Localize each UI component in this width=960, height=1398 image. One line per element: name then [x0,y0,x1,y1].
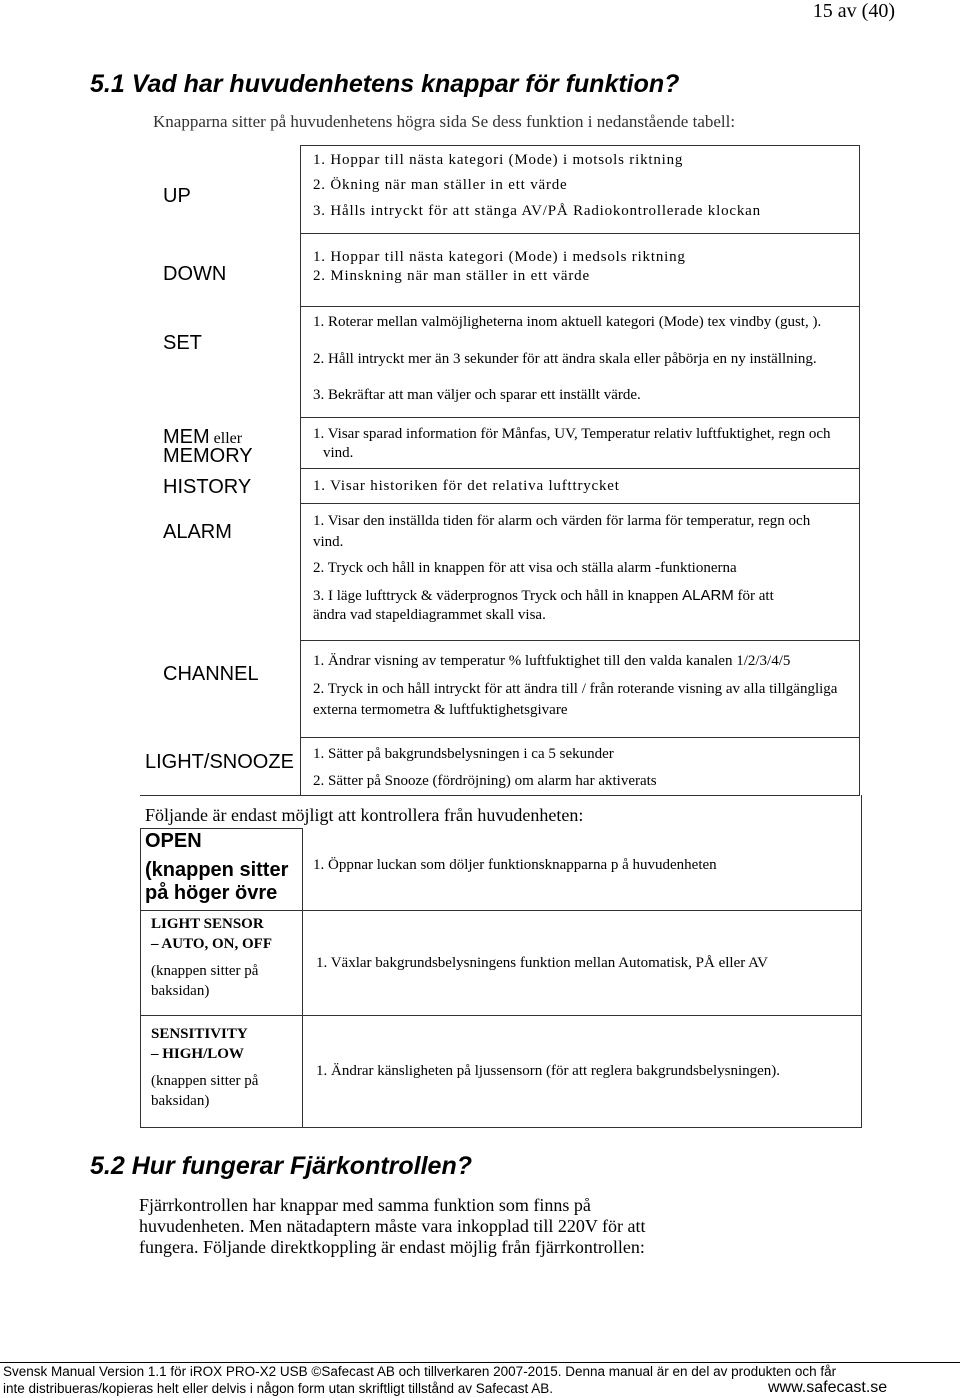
key-sensitivity-note-1: (knappen sitter på [151,1073,259,1089]
down-desc-1: 1. Hoppar till nästa kategori (Mode) i medsols riktning [313,249,686,265]
channel-desc-1: 1. Ändrar visning av temperatur % luftfuktighet till den valda kanalen 1/2/3/4/5 [313,653,791,669]
down-desc-2: 2. Minskning när man ställer in ett värde [313,268,590,284]
light-snooze-desc-1: 1. Sätter på bakgrundsbelysningen i ca 5 sekunder [313,746,614,762]
key-sensitivity: SENSITIVITY [151,1026,248,1042]
key-light-sensor-note-1: (knappen sitter på [151,963,259,979]
channel-desc-2: 2. Tryck in och håll intryckt för att ändra till / från roterande visning av alla tillgängliga externa termometra & luftfuktighetsgivare [313,681,838,718]
key-sensitivity-note-2: baksidan) [151,1093,210,1109]
up-desc-3: 3. Hålls intryckt för att stänga AV/PÅ Radiokontrollerade klockan [313,203,761,219]
set-desc-3: 3. Bekräftar att man väljer och sparar ett inställt värde. [313,387,641,403]
mem-desc-1: 1. Visar sparad information för Månfas, UV, Temperatur relativ luftfuktighet, regn och vind. [313,426,831,461]
alarm-desc-1: 1. Visar den inställda tiden för alarm och värden för larma för temperatur, regn och vind. [313,513,811,550]
section-paragraph: Fjärrkontrollen har knappar med samma funktion som finns på huvudenheten. Men nätadaptern måste vara inkopplad till 220V för att fungera. Följande direktkoppling är endast möjlig från fjärrkontrollen: [139,1195,646,1257]
alarm-desc-3-text: 3. I läge lufttryck & väderprognos Tryck och håll in knappen [313,588,679,604]
key-down: DOWN [163,263,227,285]
main-only-heading: Följande är endast möjligt att kontrollera från huvudenheten: [145,805,584,825]
key-set: SET [163,332,202,354]
key-mem-eller: eller [213,430,243,447]
key-open-note-2: på höger övre [145,882,278,904]
alarm-desc-2: 2. Tryck och håll in knappen för att visa och ställa alarm -funktionerna [313,560,737,576]
set-desc-2: 2. Håll intryckt mer än 3 sekunder för att ändra skala eller påbörja en ny inställning. [313,351,817,367]
key-mem-label: MEM [163,426,210,448]
key-light-sensor-modes: – AUTO, ON, OFF [151,936,272,952]
footer-line-2: inte distribueras/kopieras helt eller delvis i någon form utan skriftligt tillstånd av Safecast AB. [3,1381,554,1396]
section-intro: Knapparna sitter på huvudenhetens högra sida Se dess funktion i nedanstående tabell: [153,112,736,131]
history-desc-1: 1. Visar historiken för det relativa lufttrycket [313,478,620,494]
alarm-desc-3b: ändra vad stapeldiagrammet skall visa. [313,607,546,623]
page-number: 15 av (40) [812,0,895,22]
footer-divider [0,1362,960,1363]
open-desc: 1. Öppnar luckan som döljer funktionsknapparna p å huvudenheten [313,857,717,873]
light-snooze-desc-2: 2. Sätter på Snooze (fördröjning) om alarm har aktiverats [313,773,657,789]
up-desc-2: 2. Ökning när man ställer in ett värde [313,177,568,193]
up-desc-1: 1. Hoppar till nästa kategori (Mode) i motsols riktning [313,152,684,168]
section-heading-5-2: 5.2 Hur fungerar Fjärkontrollen? [90,1152,473,1180]
key-open: OPEN [145,830,202,852]
key-channel: CHANNEL [163,663,259,685]
section-heading-5-1: 5.1 Vad har huvudenhetens knappar för funktion? [90,70,680,98]
key-light-snooze: LIGHT/SNOOZE [145,751,294,773]
alarm-desc-3 [313,586,774,606]
key-light-sensor: LIGHT SENSOR [151,916,264,932]
key-history: HISTORY [163,476,252,498]
key-alarm: ALARM [163,521,232,543]
sensitivity-desc: 1. Ändrar känsligheten på ljussensorn (för att reglera bakgrundsbelysningen). [316,1063,781,1079]
light-sensor-desc: 1. Växlar bakgrundsbelysningens funktion mellan Automatisk, PÅ eller AV [316,955,768,971]
alarm-inline-key: ALARM [682,587,734,604]
footer-website: www.safecast.se [768,1379,888,1396]
key-open-note-1: (knappen sitter [145,859,289,881]
alarm-desc-3-tail: för att [737,588,774,604]
key-light-sensor-note-2: baksidan) [151,983,210,999]
set-desc-1: 1. Roterar mellan valmöjligheterna inom aktuell kategori (Mode) tex vindby (gust, ). [313,314,822,330]
key-memory: MEMORY [163,445,253,467]
key-sensitivity-modes: – HIGH/LOW [151,1046,244,1062]
key-up: UP [163,185,191,207]
footer-line-1: Svensk Manual Version 1.1 för iROX PRO-X2 USB ©Safecast AB och tillverkaren 2007-2015. Denna manual är en del av produkten och får [3,1364,837,1379]
